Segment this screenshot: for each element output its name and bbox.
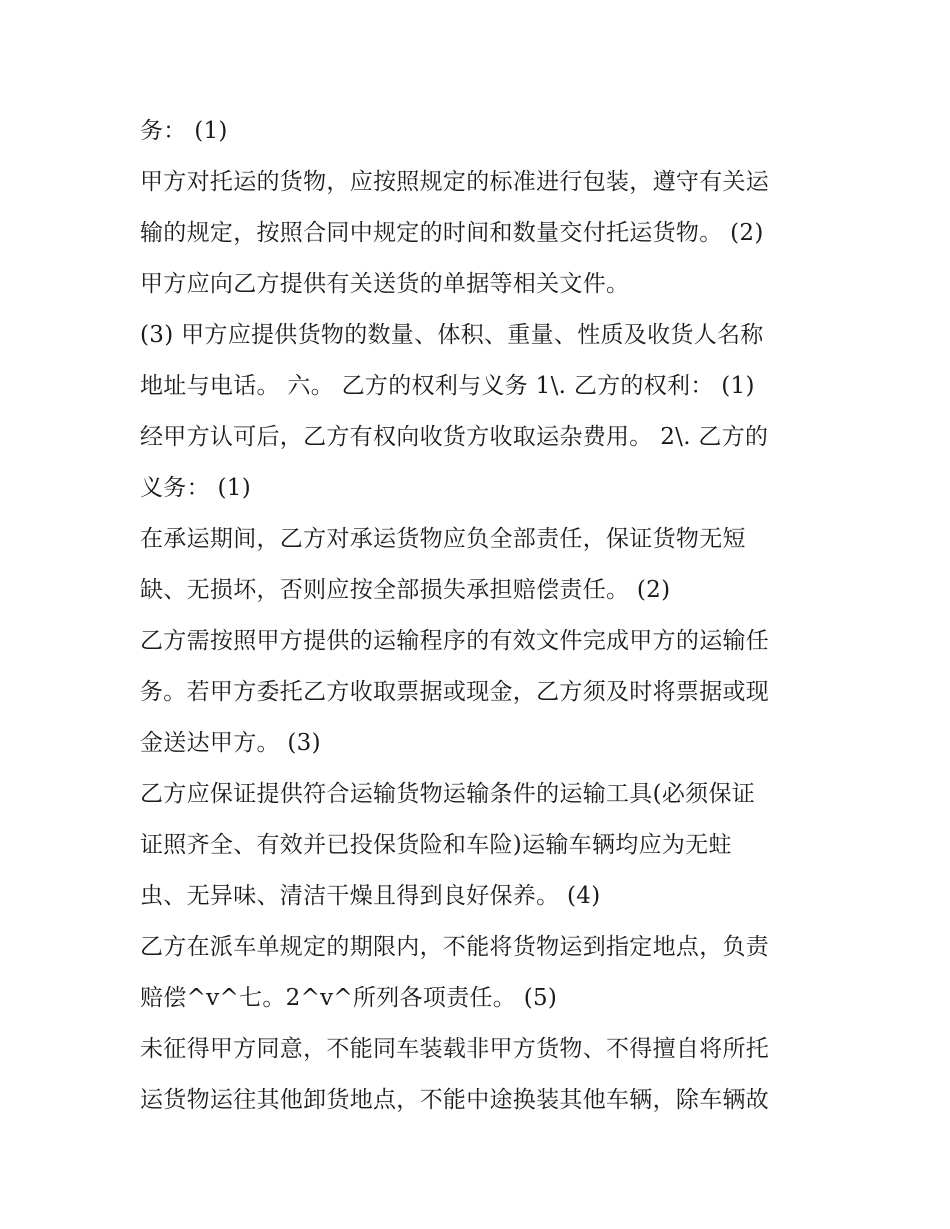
text-line: 甲方对托运的货物，应按照规定的标准进行包装，遵守有关运	[140, 169, 770, 195]
text-line: 证照齐全、有效并已投保货险和车险)运输车辆均应为无蛀	[140, 832, 732, 858]
text-line: 务。若甲方委托乙方收取票据或现金，乙方须及时将票据或现	[140, 679, 770, 705]
text-line: 缺、无损坏，否则应按全部损失承担赔偿责任。 (2)	[140, 577, 671, 603]
text-line: 乙方在派车单规定的期限内，不能将货物运到指定地点，负责	[140, 934, 770, 960]
text-line: 赔偿^v^七。2^v^所列各项责任。 (5)	[140, 985, 558, 1011]
text-line: 虫、无异味、清洁干燥且得到良好保养。 (4)	[140, 883, 601, 909]
text-line: 经甲方认可后，乙方有权向收货方收取运杂费用。 2\. 乙方的	[140, 424, 769, 450]
text-line: 运货物运往其他卸货地点，不能中途换装其他车辆，除车辆故	[140, 1087, 770, 1113]
text-line: 乙方需按照甲方提供的运输程序的有效文件完成甲方的运输任	[140, 628, 770, 654]
text-line: 乙方应保证提供符合运输货物运输条件的运输工具(必须保证	[140, 781, 756, 807]
text-line: 金送达甲方。 (3)	[140, 730, 321, 756]
text-line: 输的规定，按照合同中规定的时间和数量交付托运货物。 (2)	[140, 220, 764, 246]
text-line: 义务： (1)	[140, 475, 251, 501]
text-line: 务： (1)	[140, 118, 228, 144]
text-line: (3) 甲方应提供货物的数量、体积、重量、性质及收货人名称	[140, 322, 764, 348]
text-line: 甲方应向乙方提供有关送货的单据等相关文件。	[140, 271, 630, 297]
text-line: 地址与电话。 六。 乙方的权利与义务 1\. 乙方的权利： (1)	[140, 373, 755, 399]
contract-text-body	[140, 106, 840, 1126]
text-line: 未征得甲方同意，不能同车装载非甲方货物、不得擅自将所托	[140, 1036, 770, 1062]
text-line: 在承运期间，乙方对承运货物应负全部责任，保证货物无短	[140, 526, 746, 552]
